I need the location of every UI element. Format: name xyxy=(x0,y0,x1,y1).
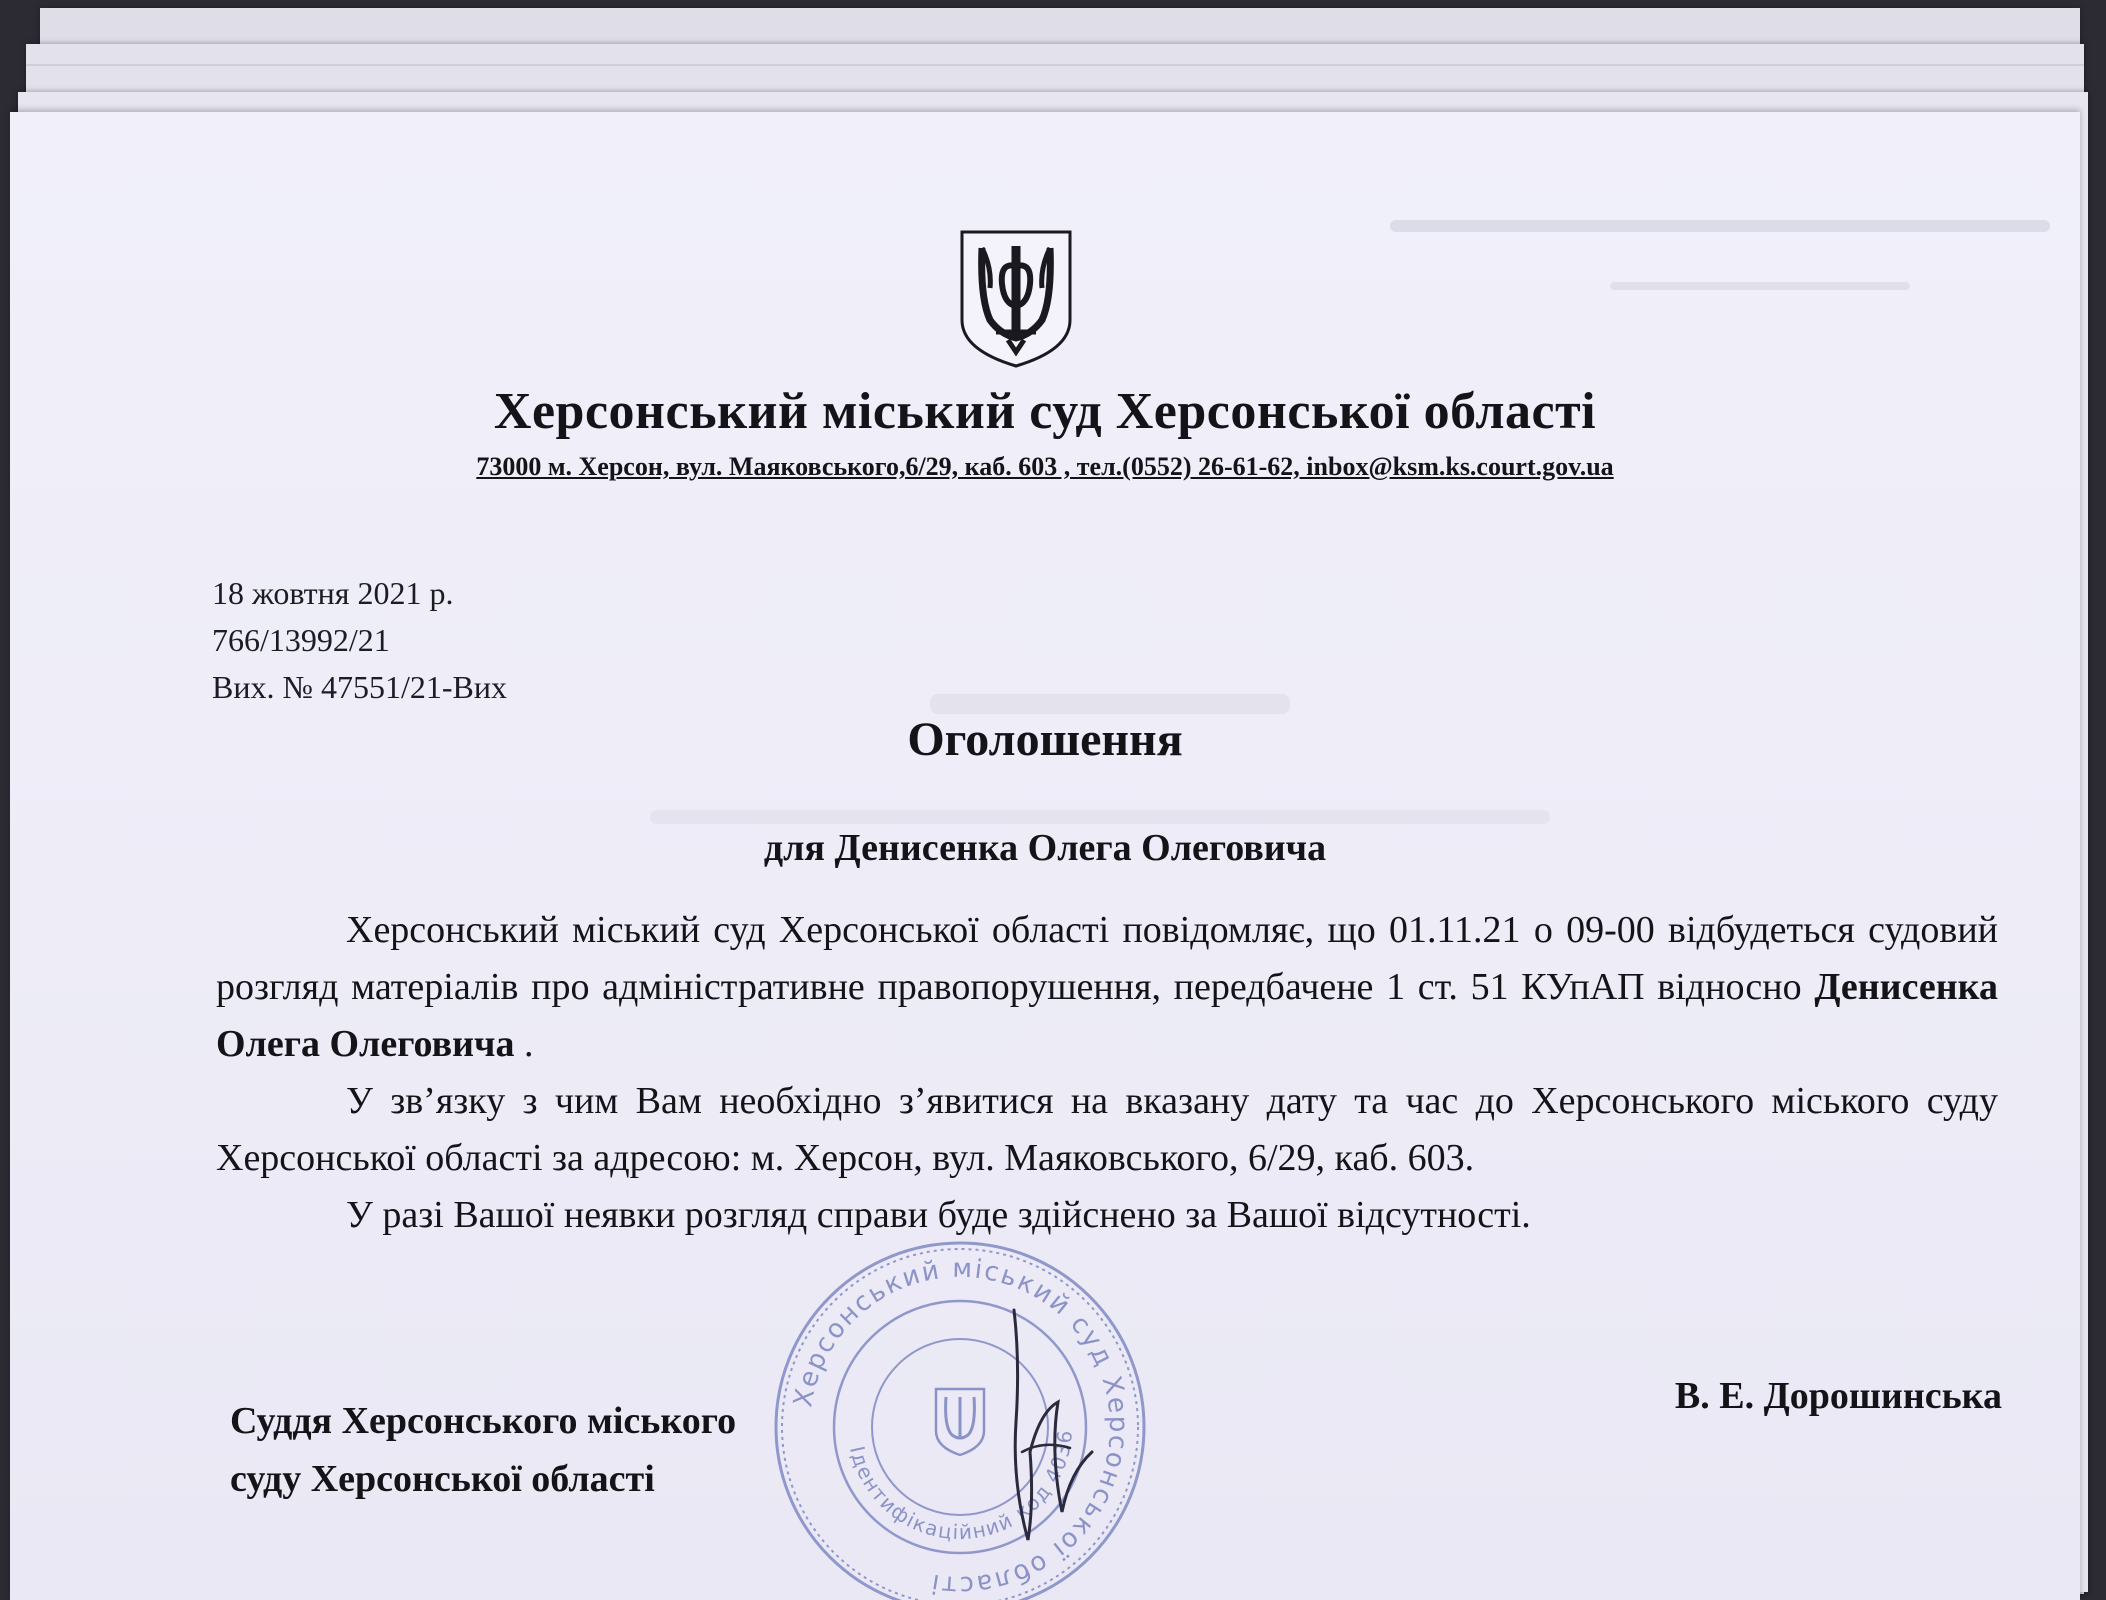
body-paragraph-1 xyxy=(216,902,1998,1073)
body-paragraph-1-name: Денисенка Олега Олеговича xyxy=(216,966,1998,1065)
bleed-through-mark xyxy=(930,694,1290,714)
document-page xyxy=(10,112,2080,1600)
seal-trident-icon xyxy=(936,1389,984,1455)
judge-title-line-1: Суддя Херсонського міського xyxy=(230,1400,737,1442)
notice-addressee: для Денисенка Олега Олеговича xyxy=(763,827,1327,869)
body-paragraph-1-end: . xyxy=(514,1023,534,1065)
case-number: 766/13992/21 xyxy=(212,622,390,658)
bleed-through-mark xyxy=(1390,220,2050,232)
judge-title xyxy=(230,1392,736,1508)
judge-title-line-2: суду Херсонської області xyxy=(230,1458,655,1500)
seal-code-text: Ідентифікаційний код 4036 xyxy=(845,1428,1078,1545)
bleed-through-mark xyxy=(1610,282,1910,290)
body-paragraph-2: У зв’язку з чим Вам необхідно з’явитися на вказану дату та час до Херсонського міського суду Херсонської області за адресою: м. Херсон, вул. Маяковського, 6/29, каб. 603. xyxy=(216,1080,1998,1179)
court-address: 73000 м. Херсон, вул. Маяковського,6/29, каб. 603 , тел.(0552) 26-61-62, inbox@ksm.ks.court.gov.ua xyxy=(476,452,1614,481)
document-date: 18 жовтня 2021 р. xyxy=(212,575,454,611)
body-paragraph-1-text: Херсонський міський суд Херсонської області повідомляє, що 01.11.21 о 09-00 відбудеться судовий розгляд матеріалів про адміністративне правопорушення, передбачене 1 ст. 51 КУпАП відносно xyxy=(216,909,1998,1008)
court-name-heading: Херсонський міський суд Херсонської області xyxy=(493,383,1597,440)
coat-of-arms-icon xyxy=(956,228,1076,370)
notice-body xyxy=(216,902,1998,1244)
document-meta xyxy=(212,570,507,711)
judge-name: В. Е. Дорошинська xyxy=(1674,1375,2002,1417)
seal-ring-text: Херсонський міський суд Херсонської області xyxy=(788,1253,1134,1600)
notice-title: Оголошення xyxy=(907,713,1183,766)
body-paragraph-3: У разі Вашої неявки розгляд справи буде здійснено за Вашої відсутності. xyxy=(346,1194,1531,1236)
outgoing-number: Вих. № 47551/21-Вих xyxy=(212,669,508,705)
judge-signature xyxy=(1000,1302,1110,1552)
bleed-through-mark xyxy=(650,810,1550,824)
